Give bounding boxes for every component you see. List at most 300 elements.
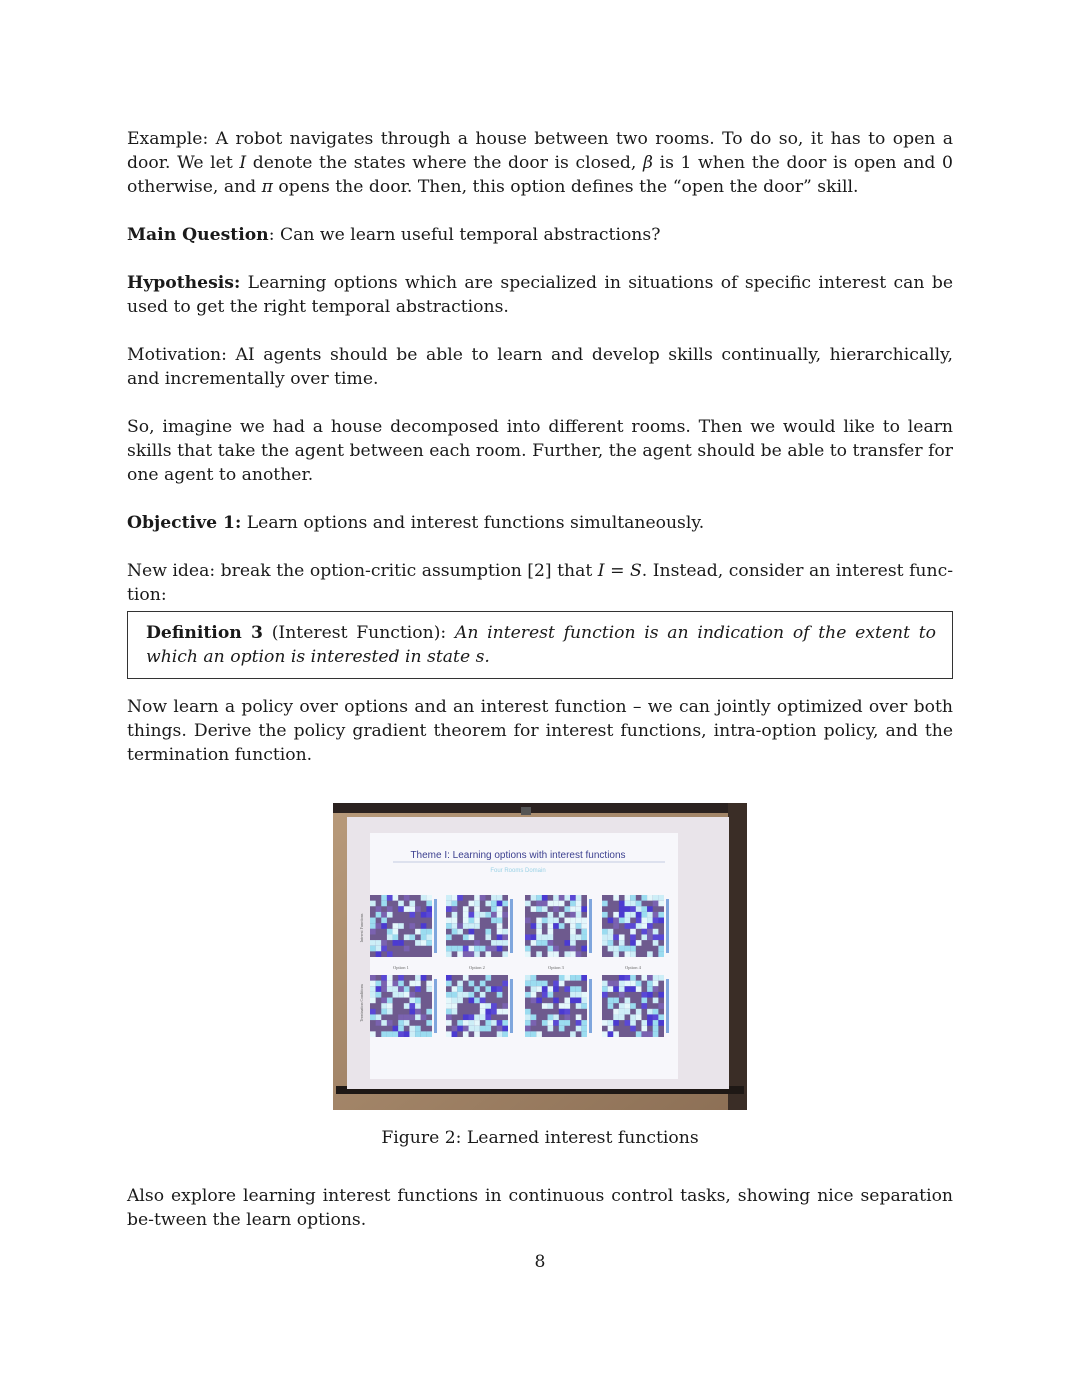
grid-cell [485, 1003, 491, 1009]
grid-cell [497, 906, 503, 912]
grid-cell [398, 1026, 404, 1032]
grid-cell [480, 1009, 486, 1015]
grid-cell [502, 934, 508, 940]
grid-cell [581, 1026, 587, 1032]
grid-cell [536, 901, 542, 907]
grid-cell [370, 992, 376, 998]
grid-cell [452, 992, 458, 998]
grid-cell [542, 986, 548, 992]
grid-cell [625, 951, 631, 957]
grid-cell [570, 906, 576, 912]
grid-cell [426, 1020, 432, 1026]
grid-cell [658, 918, 664, 924]
example-paragraph: Example: A robot navigates through a house between two rooms. To do so, it has to open a door. We let I denote the states where the door is closed, β is 1 when the door is open and 0 otherwise, and π opens the door. Then, this option defines the “open the door” skill. [127, 129, 953, 197]
grid-cell [625, 981, 631, 987]
grid-cell [393, 895, 399, 901]
grid-cell [531, 923, 537, 929]
grid-cell [446, 981, 452, 987]
grid-cell [548, 1014, 554, 1020]
grid-cell [474, 998, 480, 1004]
grid-cell [376, 992, 382, 998]
grid-cell [409, 923, 415, 929]
grid-cell [415, 998, 421, 1004]
grid-cell [536, 1031, 542, 1037]
grid-cell [619, 992, 625, 998]
colorbar [666, 899, 669, 953]
grid-cell [536, 940, 542, 946]
grid-cell [536, 906, 542, 912]
grid-cell [641, 1031, 647, 1037]
grid-cell [658, 951, 664, 957]
grid-cell [370, 918, 376, 924]
grid-cell [576, 1026, 582, 1032]
grid-cell [658, 1003, 664, 1009]
grid-cell [613, 951, 619, 957]
grid-cell [387, 912, 393, 918]
colorbar [589, 979, 592, 1033]
grid-cell [381, 901, 387, 907]
grid-cell [641, 934, 647, 940]
grid-cell [415, 986, 421, 992]
grid-cell [491, 901, 497, 907]
grid-cell [370, 986, 376, 992]
grid-cell [581, 934, 587, 940]
grid-cell [570, 1031, 576, 1037]
grid-cell [647, 1031, 653, 1037]
grid-cell [630, 1014, 636, 1020]
option-label-1: Option 1 [393, 965, 409, 970]
grid-cell [497, 929, 503, 935]
grid-cell [370, 981, 376, 987]
grid-cell [564, 906, 570, 912]
grid-cell [480, 998, 486, 1004]
grid-cell [376, 912, 382, 918]
grid-cell [381, 918, 387, 924]
grid-cell [446, 923, 452, 929]
grid-cell [463, 1020, 469, 1026]
grid-cell [625, 975, 631, 981]
grid-cell [553, 998, 559, 1004]
grid-cell [548, 912, 554, 918]
grid-cell [630, 934, 636, 940]
grid-cell [370, 1009, 376, 1015]
grid-cell [658, 912, 664, 918]
grid-cell [480, 992, 486, 998]
termination-map-3 [525, 975, 592, 1037]
grid-cell [531, 1031, 537, 1037]
grid-cell [613, 918, 619, 924]
grid-cell [463, 923, 469, 929]
grid-cell [502, 901, 508, 907]
grid-cell [564, 895, 570, 901]
grid-cell [641, 929, 647, 935]
grid-cell [553, 918, 559, 924]
grid-cell [497, 946, 503, 952]
grid-cell [581, 998, 587, 1004]
grid-cell [641, 975, 647, 981]
grid-cell [387, 981, 393, 987]
grid-cell [370, 940, 376, 946]
objective-paragraph: Objective 1: Learn options and interest functions simultaneously. [127, 513, 705, 533]
interest-map-2 [446, 895, 513, 957]
grid-cell [542, 992, 548, 998]
grid-cell [502, 940, 508, 946]
grid-cell [647, 918, 653, 924]
grid-cell [525, 1009, 531, 1015]
grid-cell [619, 986, 625, 992]
motivation-paragraph: Motivation: AI agents should be able to learn and develop skills continually, hierarchically, and incrementally over time. [127, 345, 953, 389]
grid-cell [497, 934, 503, 940]
grid-cell [559, 912, 565, 918]
grid-cell [491, 912, 497, 918]
grid-cell [376, 906, 382, 912]
grid-cell [452, 918, 458, 924]
grid-cell [653, 1020, 659, 1026]
grid-cell [381, 912, 387, 918]
grid-cell [613, 1020, 619, 1026]
grid-cell [370, 998, 376, 1004]
grid-cell [474, 918, 480, 924]
grid-cell [469, 934, 475, 940]
grid-cell [463, 992, 469, 998]
colorbar [434, 899, 437, 953]
grid-cell [398, 1031, 404, 1037]
grid-cell [564, 986, 570, 992]
colorbar [434, 979, 437, 1033]
grid-cell [485, 901, 491, 907]
grid-cell [613, 986, 619, 992]
grid-cell [608, 929, 614, 935]
grid-cell [576, 923, 582, 929]
grid-cell [415, 1031, 421, 1037]
grid-cell [421, 912, 427, 918]
grid-cell [525, 918, 531, 924]
grid-cell [502, 929, 508, 935]
grid-cell [409, 992, 415, 998]
grid-cell [409, 934, 415, 940]
grid-cell [630, 1026, 636, 1032]
grid-cell [625, 1003, 631, 1009]
grid-cell [497, 986, 503, 992]
grid-cell [446, 1003, 452, 1009]
grid-cell [570, 998, 576, 1004]
grid-cell [485, 1009, 491, 1015]
grid-cell [553, 946, 559, 952]
grid-cell [608, 918, 614, 924]
grid-cell [630, 906, 636, 912]
grid-cell [426, 895, 432, 901]
grid-cell [581, 1020, 587, 1026]
grid-cell [463, 918, 469, 924]
grid-cell [641, 895, 647, 901]
grid-cell [497, 923, 503, 929]
grid-cell [398, 906, 404, 912]
grid-cell [469, 981, 475, 987]
grid-cell [463, 906, 469, 912]
grid-cell [542, 906, 548, 912]
grid-cell [452, 895, 458, 901]
grid-cell [376, 1014, 382, 1020]
grid-cell [485, 1020, 491, 1026]
grid-cell [376, 951, 382, 957]
grid-cell [409, 1003, 415, 1009]
grid-cell [625, 901, 631, 907]
grid-cell [446, 998, 452, 1004]
interest-map-4 [602, 895, 669, 957]
grid-cell [381, 981, 387, 987]
grid-cell [404, 946, 410, 952]
grid-cell [485, 946, 491, 952]
slide-title: Theme I: Learning options with interest functions [410, 850, 626, 861]
grid-cell [469, 1026, 475, 1032]
grid-cell [608, 1026, 614, 1032]
grid-cell [387, 906, 393, 912]
grid-cell [502, 981, 508, 987]
interest-map-3 [525, 895, 592, 957]
row-label-bottom: Termination Conditions [359, 983, 364, 1023]
slide-subtitle: Four Rooms Domain [490, 868, 546, 874]
grid-cell [647, 975, 653, 981]
grid-cell [653, 1031, 659, 1037]
grid-cell [559, 1026, 565, 1032]
grid-cell [404, 906, 410, 912]
grid-cell [491, 940, 497, 946]
option-label-2: Option 2 [469, 965, 485, 970]
grid-cell [469, 998, 475, 1004]
grid-cell [469, 912, 475, 918]
grid-cell [457, 946, 463, 952]
grid-cell [497, 940, 503, 946]
grid-cell [452, 923, 458, 929]
grid-cell [564, 1009, 570, 1015]
grid-cell [381, 998, 387, 1004]
definition-text: Definition 3 (Interest Function): An interest function is an indication of the extent to which an option is interested in state s. [146, 623, 936, 667]
grid-cell [559, 923, 565, 929]
grid-cell [491, 946, 497, 952]
option-label-3: Option 3 [548, 965, 564, 970]
grid-cell [602, 901, 608, 907]
grid-cell [409, 1031, 415, 1037]
grid-cell [576, 895, 582, 901]
grid-cell [647, 1009, 653, 1015]
grid-cell [525, 975, 531, 981]
grid-cell [497, 918, 503, 924]
grid-cell [370, 1014, 376, 1020]
grid-cell [370, 1031, 376, 1037]
grid-cell [647, 934, 653, 940]
grid-cell [608, 981, 614, 987]
grid-cell [613, 895, 619, 901]
grid-cell [376, 981, 382, 987]
grid-cell [542, 1003, 548, 1009]
grid-cell [446, 951, 452, 957]
grid-cell [559, 1020, 565, 1026]
grid-cell [630, 946, 636, 952]
grid-cell [469, 1020, 475, 1026]
grid-cell [653, 975, 659, 981]
grid-cell [469, 918, 475, 924]
grid-cell [502, 1031, 508, 1037]
grid-cell [446, 918, 452, 924]
figure-2 [127, 803, 953, 1150]
grid-cell [370, 946, 376, 952]
grid-cell [630, 929, 636, 935]
page-body [127, 127, 953, 1232]
grid-cell [564, 998, 570, 1004]
grid-cell [553, 906, 559, 912]
colorbar [666, 979, 669, 1033]
grid-cell [625, 912, 631, 918]
grid-cell [525, 951, 531, 957]
grid-cell [474, 1020, 480, 1026]
grid-cell [613, 946, 619, 952]
grid-cell [641, 998, 647, 1004]
grid-cell [480, 1026, 486, 1032]
grid-cell [370, 929, 376, 935]
grid-cell [625, 918, 631, 924]
grid-cell [602, 992, 608, 998]
grid-cell [387, 998, 393, 1004]
grid-cell [647, 1020, 653, 1026]
grid-cell [602, 934, 608, 940]
grid-cell [570, 901, 576, 907]
grid-cell [491, 1009, 497, 1015]
grid-cell [485, 986, 491, 992]
grid-cell [625, 946, 631, 952]
grid-cell [457, 929, 463, 935]
grid-cell [581, 946, 587, 952]
grid-cell [398, 992, 404, 998]
grid-cell [570, 975, 576, 981]
grid-cell [491, 1020, 497, 1026]
grid-cell [474, 986, 480, 992]
grid-cell [658, 895, 664, 901]
grid-cell [393, 1031, 399, 1037]
grid-cell [469, 946, 475, 952]
grid-cell [576, 951, 582, 957]
grid-cell [647, 929, 653, 935]
grid-cell [564, 1020, 570, 1026]
grid-cell [502, 1003, 508, 1009]
grid-cell [502, 1009, 508, 1015]
grid-cell [404, 895, 410, 901]
grid-cell [608, 1031, 614, 1037]
grid-cell [581, 918, 587, 924]
grid-cell [576, 1003, 582, 1009]
grid-cell [542, 895, 548, 901]
grid-cell [564, 1003, 570, 1009]
grid-cell [452, 1031, 458, 1037]
grid-cell [415, 940, 421, 946]
grid-cell [653, 940, 659, 946]
grid-cell [630, 981, 636, 987]
grid-cell [576, 906, 582, 912]
grid-cell [542, 901, 548, 907]
grid-cell [625, 998, 631, 1004]
grid-cell [469, 929, 475, 935]
grid-cell [581, 1031, 587, 1037]
grid-cell [653, 912, 659, 918]
grid-cell [485, 1026, 491, 1032]
grid-cell [409, 901, 415, 907]
grid-cell [619, 918, 625, 924]
grid-cell [387, 1009, 393, 1015]
grid-cell [630, 912, 636, 918]
grid-cell [636, 906, 642, 912]
grid-cell [398, 901, 404, 907]
grid-cell [452, 906, 458, 912]
grid-cell [576, 986, 582, 992]
grid-cell [625, 1020, 631, 1026]
grid-cell [393, 986, 399, 992]
grid-cell [370, 923, 376, 929]
grid-cell [446, 1014, 452, 1020]
grid-cell [452, 1003, 458, 1009]
grid-cell [602, 929, 608, 935]
grid-cell [409, 998, 415, 1004]
grid-cell [474, 1026, 480, 1032]
grid-cell [502, 1020, 508, 1026]
grid-cell [446, 934, 452, 940]
grid-cell [570, 951, 576, 957]
grid-cell [548, 929, 554, 935]
grid-cell [404, 934, 410, 940]
grid-cell [446, 1009, 452, 1015]
grid-cell [404, 992, 410, 998]
grid-cell [559, 975, 565, 981]
grid-cell [457, 1020, 463, 1026]
grid-cell [381, 946, 387, 952]
page-number: 8 [534, 1252, 546, 1272]
grid-cell [608, 1003, 614, 1009]
grid-cell [387, 986, 393, 992]
grid-cell [636, 940, 642, 946]
grid-cell [531, 975, 537, 981]
grid-cell [647, 906, 653, 912]
grid-cell [570, 940, 576, 946]
termination-map-4 [602, 975, 669, 1037]
grid-cell [531, 998, 537, 1004]
grid-cell [636, 912, 642, 918]
grid-cell [647, 981, 653, 987]
grid-cell [480, 1014, 486, 1020]
grid-cell [602, 1031, 608, 1037]
grid-cell [426, 1031, 432, 1037]
grid-cell [531, 1020, 537, 1026]
grid-cell [548, 923, 554, 929]
grid-cell [457, 998, 463, 1004]
grid-cell [630, 901, 636, 907]
grid-cell [542, 940, 548, 946]
grid-cell [502, 1026, 508, 1032]
grid-cell [619, 1014, 625, 1020]
grid-cell [576, 934, 582, 940]
row-label-top: Interest Functions [359, 913, 364, 943]
grid-cell [497, 1026, 503, 1032]
grid-cell [452, 929, 458, 935]
termination-map-1 [370, 975, 437, 1037]
grid-cell [658, 992, 664, 998]
grid-cell [564, 940, 570, 946]
grid-cell [421, 975, 427, 981]
grid-cell [491, 986, 497, 992]
grid-cell [404, 1031, 410, 1037]
grid-cell [641, 906, 647, 912]
grid-cell [426, 940, 432, 946]
grid-cell [485, 934, 491, 940]
grid-cell [415, 1009, 421, 1015]
grid-cell [636, 981, 642, 987]
